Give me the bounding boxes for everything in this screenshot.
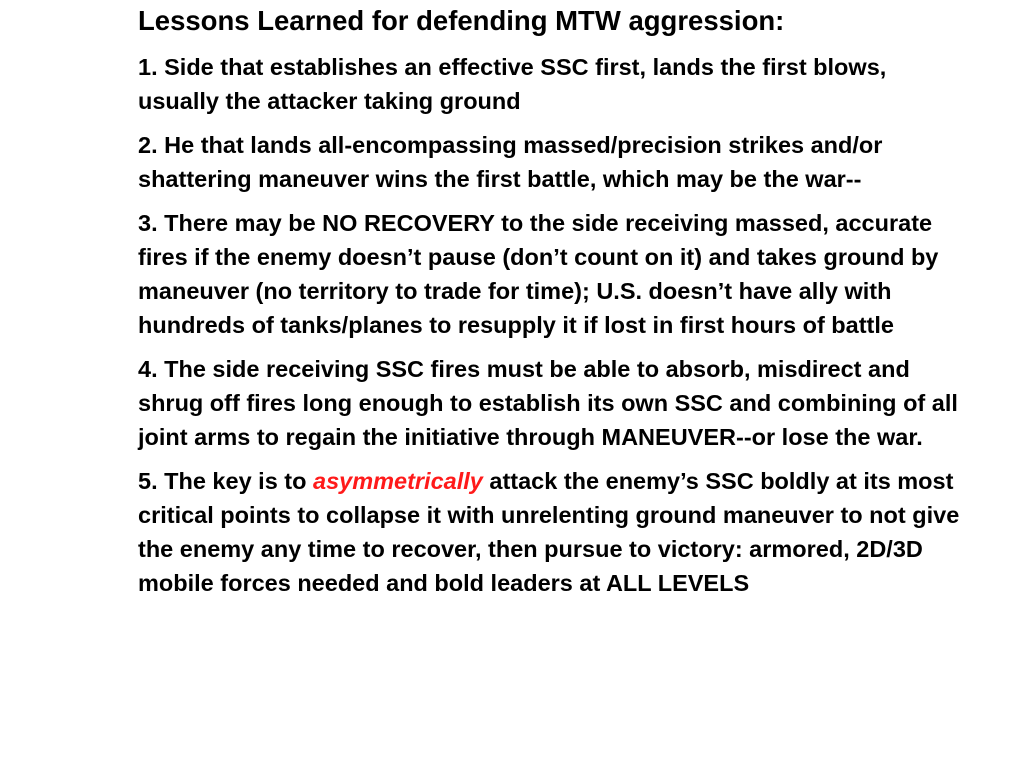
lesson-point-2: 2. He that lands all-encompassing massed/precision strikes and/or shattering maneuver wins the first battle, which may be the war-- [138, 132, 883, 192]
lesson-point-5 [138, 464, 968, 600]
lesson-point-5-suffix: attack the enemy’s SSC boldly at its most critical points to collapse it with unrelenting ground maneuver to not give the enemy any time to recover, then pursue to victory: armored, 2D/3D mobile forces needed and bold leaders at ALL LEVELS [138, 468, 960, 596]
slide-content [138, 2, 968, 610]
slide-title: Lessons Learned for defending MTW aggression: [138, 5, 785, 36]
lesson-point-3: 3. There may be NO RECOVERY to the side receiving massed, accurate fires if the enemy doesn’t pause (don’t count on it) and takes ground by maneuver (no territory to trade for time); U.S. doesn’t have ally with hundreds of tanks/planes to resupply it if lost in first hours of battle [138, 210, 939, 338]
lesson-point-1: 1. Side that establishes an effective SSC first, lands the first blows, usually the attacker taking ground [138, 54, 887, 114]
emphasis-word: asymmetrically [313, 468, 483, 494]
lesson-point-4: 4. The side receiving SSC fires must be able to absorb, misdirect and shrug off fires long enough to establish its own SSC and combining of all joint arms to regain the initiative through MANEUVER--or lose the war. [138, 356, 958, 450]
lesson-point-5-prefix: 5. The key is to [138, 468, 307, 494]
